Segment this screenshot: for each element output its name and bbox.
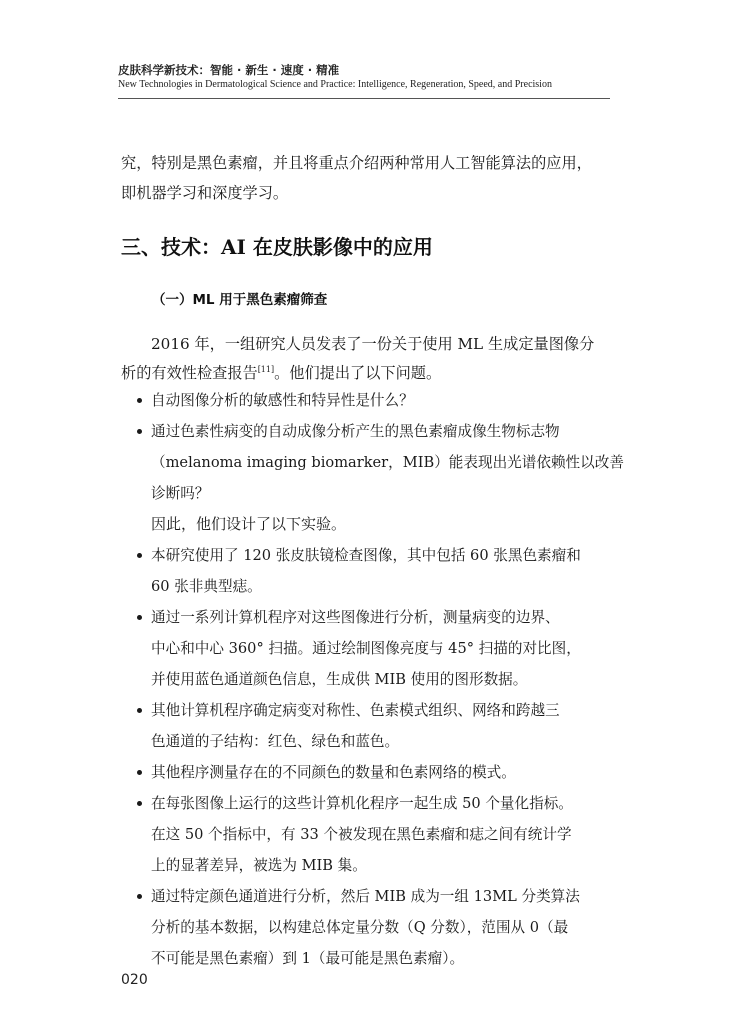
list-item-line: 中心和中心 360° 扫描。通过绘制图像亮度与 45° 扫描的对比图， (151, 640, 581, 657)
bullet-icon (137, 553, 142, 558)
paragraph-text: 析的有效性检查报告 (121, 364, 258, 382)
list-item-line: 诊断吗？ (151, 485, 210, 502)
paragraph-line (121, 364, 441, 382)
page-number: 020 (121, 972, 148, 988)
intro-line: 究，特别是黑色素瘤，并且将重点介绍两种常用人工智能算法的应用， (121, 154, 592, 172)
list-item (121, 385, 621, 416)
list-item-line: 上的显著差异，被选为 MIB 集。 (151, 857, 367, 874)
list-item (121, 757, 621, 788)
list-item-line: 自动图像分析的敏感性和特异性是什么？ (151, 392, 414, 409)
intro-line: 即机器学习和深度学习。 (121, 184, 289, 202)
citation-reference: [11] (257, 365, 275, 374)
paragraph-text: 。他们提出了以下问题。 (274, 364, 442, 382)
list-item (121, 881, 621, 974)
body-paragraph (121, 330, 613, 388)
bullet-icon (137, 398, 142, 403)
list-item-line: 本研究使用了 120 张皮肤镜检查图像，其中包括 60 张黑色素瘤和 (151, 547, 581, 564)
list-item (121, 416, 624, 509)
list-item-line: 不可能是黑色素瘤）到 1（最可能是黑色素瘤）。 (151, 950, 465, 967)
list-item-line: 60 张非典型痣。 (151, 578, 262, 595)
list-item-line: 其他计算机程序确定病变对称性、色素模式组织、网络和跨越三 (151, 702, 560, 719)
header-title-cn: 皮肤科学新技术：智能 · 新生 · 速度 · 精准 (118, 63, 340, 77)
list-item (121, 695, 621, 757)
bullet-icon (137, 615, 142, 620)
list-item (121, 788, 621, 881)
list-item-line: 通过特定颜色通道进行分析，然后 MIB 成为一组 13ML 分类算法 (151, 888, 580, 905)
list-item (121, 540, 621, 602)
bullet-icon (137, 894, 142, 899)
bullet-icon (137, 429, 142, 434)
header-title-en: New Technologies in Dermatological Science and Practice: Intelligence, Regeneration, Speed, and Precision (118, 79, 552, 90)
intro-paragraph (121, 148, 613, 208)
list-item-line: 通过色素性病变的自动成像分析产生的黑色素瘤成像生物标志物 (151, 423, 560, 440)
bullet-icon (137, 770, 142, 775)
paragraph-line: 2016 年，一组研究人员发表了一份关于使用 ML 生成定量图像分 (151, 335, 595, 353)
list-item-line: 分析的基本数据，以构建总体定量分数（Q 分数），范围从 0（最 (151, 919, 569, 936)
list-item-line: （melanoma imaging biomarker，MIB）能表现出光谱依赖性以改善 (151, 454, 624, 471)
bullet-icon (137, 801, 142, 806)
list-item-line: 在每张图像上运行的这些计算机化程序一起生成 50 个量化指标。 (151, 795, 573, 812)
transition-text: 因此，他们设计了以下实验。 (151, 515, 347, 533)
list-item-line: 并使用蓝色通道颜色信息，生成供 MIB 使用的图形数据。 (151, 671, 528, 688)
section-title: 三、技术：AI 在皮肤影像中的应用 (121, 235, 433, 259)
list-item (121, 602, 621, 695)
list-item-line: 其他程序测量存在的不同颜色的数量和色素网络的模式。 (151, 764, 516, 781)
subsection-title: （一）ML 用于黑色素瘤筛查 (152, 292, 328, 308)
list-item-line: 色通道的子结构：红色、绿色和蓝色。 (151, 733, 400, 750)
list-item-line: 通过一系列计算机程序对这些图像进行分析，测量病变的边界、 (151, 609, 560, 626)
bullet-list (121, 385, 624, 974)
running-header (118, 62, 610, 99)
list-item-line: 在这 50 个指标中，有 33 个被发现在黑色素瘤和痣之间有统计学 (151, 826, 572, 843)
bullet-icon (137, 708, 142, 713)
